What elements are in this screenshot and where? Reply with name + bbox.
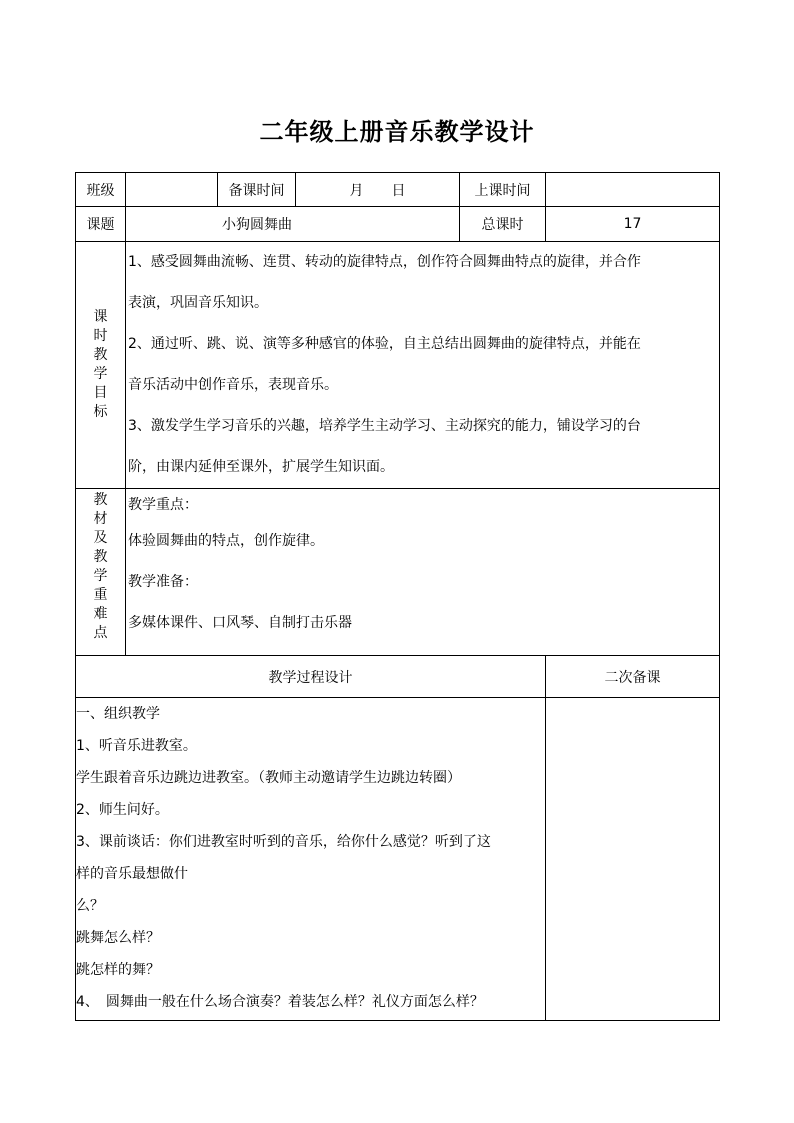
class-label: 班级 xyxy=(76,173,126,207)
second-prep-content[interactable] xyxy=(546,698,720,1021)
lesson-plan-table xyxy=(75,172,720,1021)
topic-label: 课题 xyxy=(76,207,126,242)
material-line: 多媒体课件、口风琴、自制打击乐器 xyxy=(128,615,352,631)
goals-label: 课 时 教 学 目 标 xyxy=(76,242,126,489)
process-line: 跳舞怎么样？ xyxy=(76,930,160,946)
process-line: 跳怎样的舞？ xyxy=(76,962,160,978)
goal-line: 阶，由课内延伸至课外，扩展学生知识面。 xyxy=(128,459,394,475)
topic-row xyxy=(76,207,720,242)
process-line: 样的音乐最想做什 xyxy=(76,866,188,882)
goal-line: 2、通过听、跳、说、演等多种感官的体验，自主总结出圆舞曲的旋律特点，并能在 xyxy=(128,336,641,352)
material-line: 体验圆舞曲的特点，创作旋律。 xyxy=(128,533,324,549)
class-time-value[interactable] xyxy=(546,173,720,207)
process-line: 学生跟着音乐边跳边进教室。（教师主动邀请学生边跳边转圈） xyxy=(76,770,461,786)
material-line: 教学准备： xyxy=(128,574,198,590)
class-value[interactable] xyxy=(126,173,218,207)
process-line: 3、课前谈话：你们进教室时听到的音乐，给你什么感觉？听到了这 xyxy=(76,834,491,850)
process-line: 4、 圆舞曲一般在什么场合演奏？着装怎么样？礼仪方面怎么样？ xyxy=(76,994,484,1010)
materials-content xyxy=(126,489,720,656)
goals-row xyxy=(76,242,720,489)
class-time-label: 上课时间 xyxy=(460,173,546,207)
process-row xyxy=(76,698,720,1021)
second-prep-header: 二次备课 xyxy=(546,656,720,698)
process-header-row xyxy=(76,656,720,698)
process-line: 一、组织教学 xyxy=(76,706,160,722)
process-line: 2、师生问好。 xyxy=(76,802,169,818)
total-hours-label: 总课时 xyxy=(460,207,546,242)
process-content xyxy=(76,698,546,1021)
total-hours-value[interactable]: 17 xyxy=(546,207,720,242)
materials-label: 教 材 及 教 学 重 难 点 xyxy=(76,489,126,656)
goal-line: 3、激发学生学习音乐的兴趣，培养学生主动学习、主动探究的能力，铺设学习的台 xyxy=(128,418,641,434)
prep-time-value[interactable]: 月 日 xyxy=(296,173,460,207)
process-line: 么？ xyxy=(76,898,104,914)
header-row xyxy=(76,173,720,207)
page-title: 二年级上册音乐教学设计 xyxy=(259,118,535,146)
prep-time-label: 备课时间 xyxy=(218,173,296,207)
goal-line: 音乐活动中创作音乐，表现音乐。 xyxy=(128,377,338,393)
process-header: 教学过程设计 xyxy=(76,656,546,698)
process-line: 1、听音乐进教室。 xyxy=(76,738,197,754)
goal-line: 表演，巩固音乐知识。 xyxy=(128,295,268,311)
goal-line: 1、感受圆舞曲流畅、连贯、转动的旋律特点，创作符合圆舞曲特点的旋律，并合作 xyxy=(128,254,641,270)
topic-value[interactable]: 小狗圆舞曲 xyxy=(126,207,460,242)
material-line: 教学重点： xyxy=(128,497,198,513)
goals-content xyxy=(126,242,720,489)
materials-row xyxy=(76,489,720,656)
